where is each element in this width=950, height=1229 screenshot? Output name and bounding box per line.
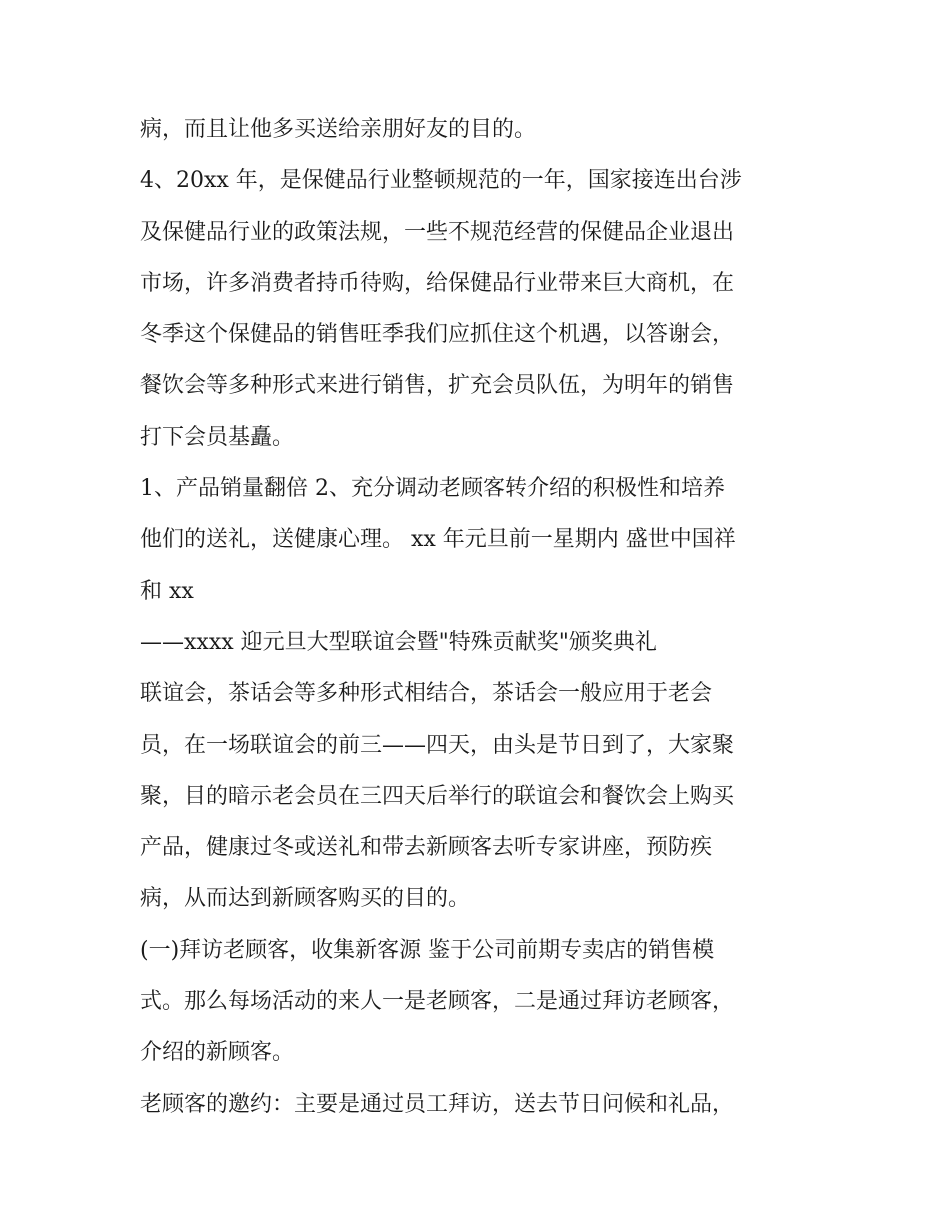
text-line: (一)拜访老顾客，收集新客源 鉴于公司前期专卖店的销售模: [140, 937, 715, 963]
text-line: 联谊会，茶话会等多种形式相结合，茶话会一般应用于老会: [140, 681, 713, 707]
text-line: 餐饮会等多种形式来进行销售，扩充会员队伍，为明年的销售: [140, 373, 735, 399]
text-line: 病，从而达到新顾客购买的目的。: [140, 886, 471, 912]
text-line: 他们的送礼，送健康心理。 xx 年元旦前一星期内 盛世中国祥: [140, 527, 736, 553]
text-line: 介绍的新顾客。: [140, 1040, 295, 1066]
body-text: [140, 104, 820, 1130]
text-line: ——xxxx 迎元旦大型联谊会暨"特殊贡献奖"颁奖典礼: [140, 629, 657, 655]
text-line: 员，在一场联谊会的前三——四天，由头是节日到了，大家聚: [140, 732, 735, 758]
text-line: 老顾客的邀约：主要是通过员工拜访，送去节日问候和礼品，: [140, 1091, 735, 1117]
text-line: 产品，健康过冬或送礼和带去新顾客去听专家讲座，预防疾: [140, 835, 713, 861]
text-line: 市场，许多消费者持币待购，给保健品行业带来巨大商机，在: [140, 270, 735, 296]
text-line: 聚，目的暗示老会员在三四天后举行的联谊会和餐饮会上购买: [140, 783, 735, 809]
text-line: 式。那么每场活动的来人一是老顾客，二是通过拜访老顾客，: [140, 989, 735, 1015]
text-line: 和 xx: [140, 578, 194, 604]
text-line: 4、20xx 年，是保健品行业整顿规范的一年，国家接连出台涉: [140, 168, 742, 194]
text-line: 及保健品行业的政策法规，一些不规范经营的保健品企业退出: [140, 219, 735, 245]
text-line: 1、产品销量翻倍 2、充分调动老顾客转介绍的积极性和培养: [140, 476, 725, 502]
text-line: 冬季这个保健品的销售旺季我们应抓住这个机遇，以答谢会，: [140, 322, 735, 348]
text-line: 打下会员基矗。: [140, 424, 295, 450]
text-line: 病，而且让他多买送给亲朋好友的目的。: [140, 117, 537, 142]
